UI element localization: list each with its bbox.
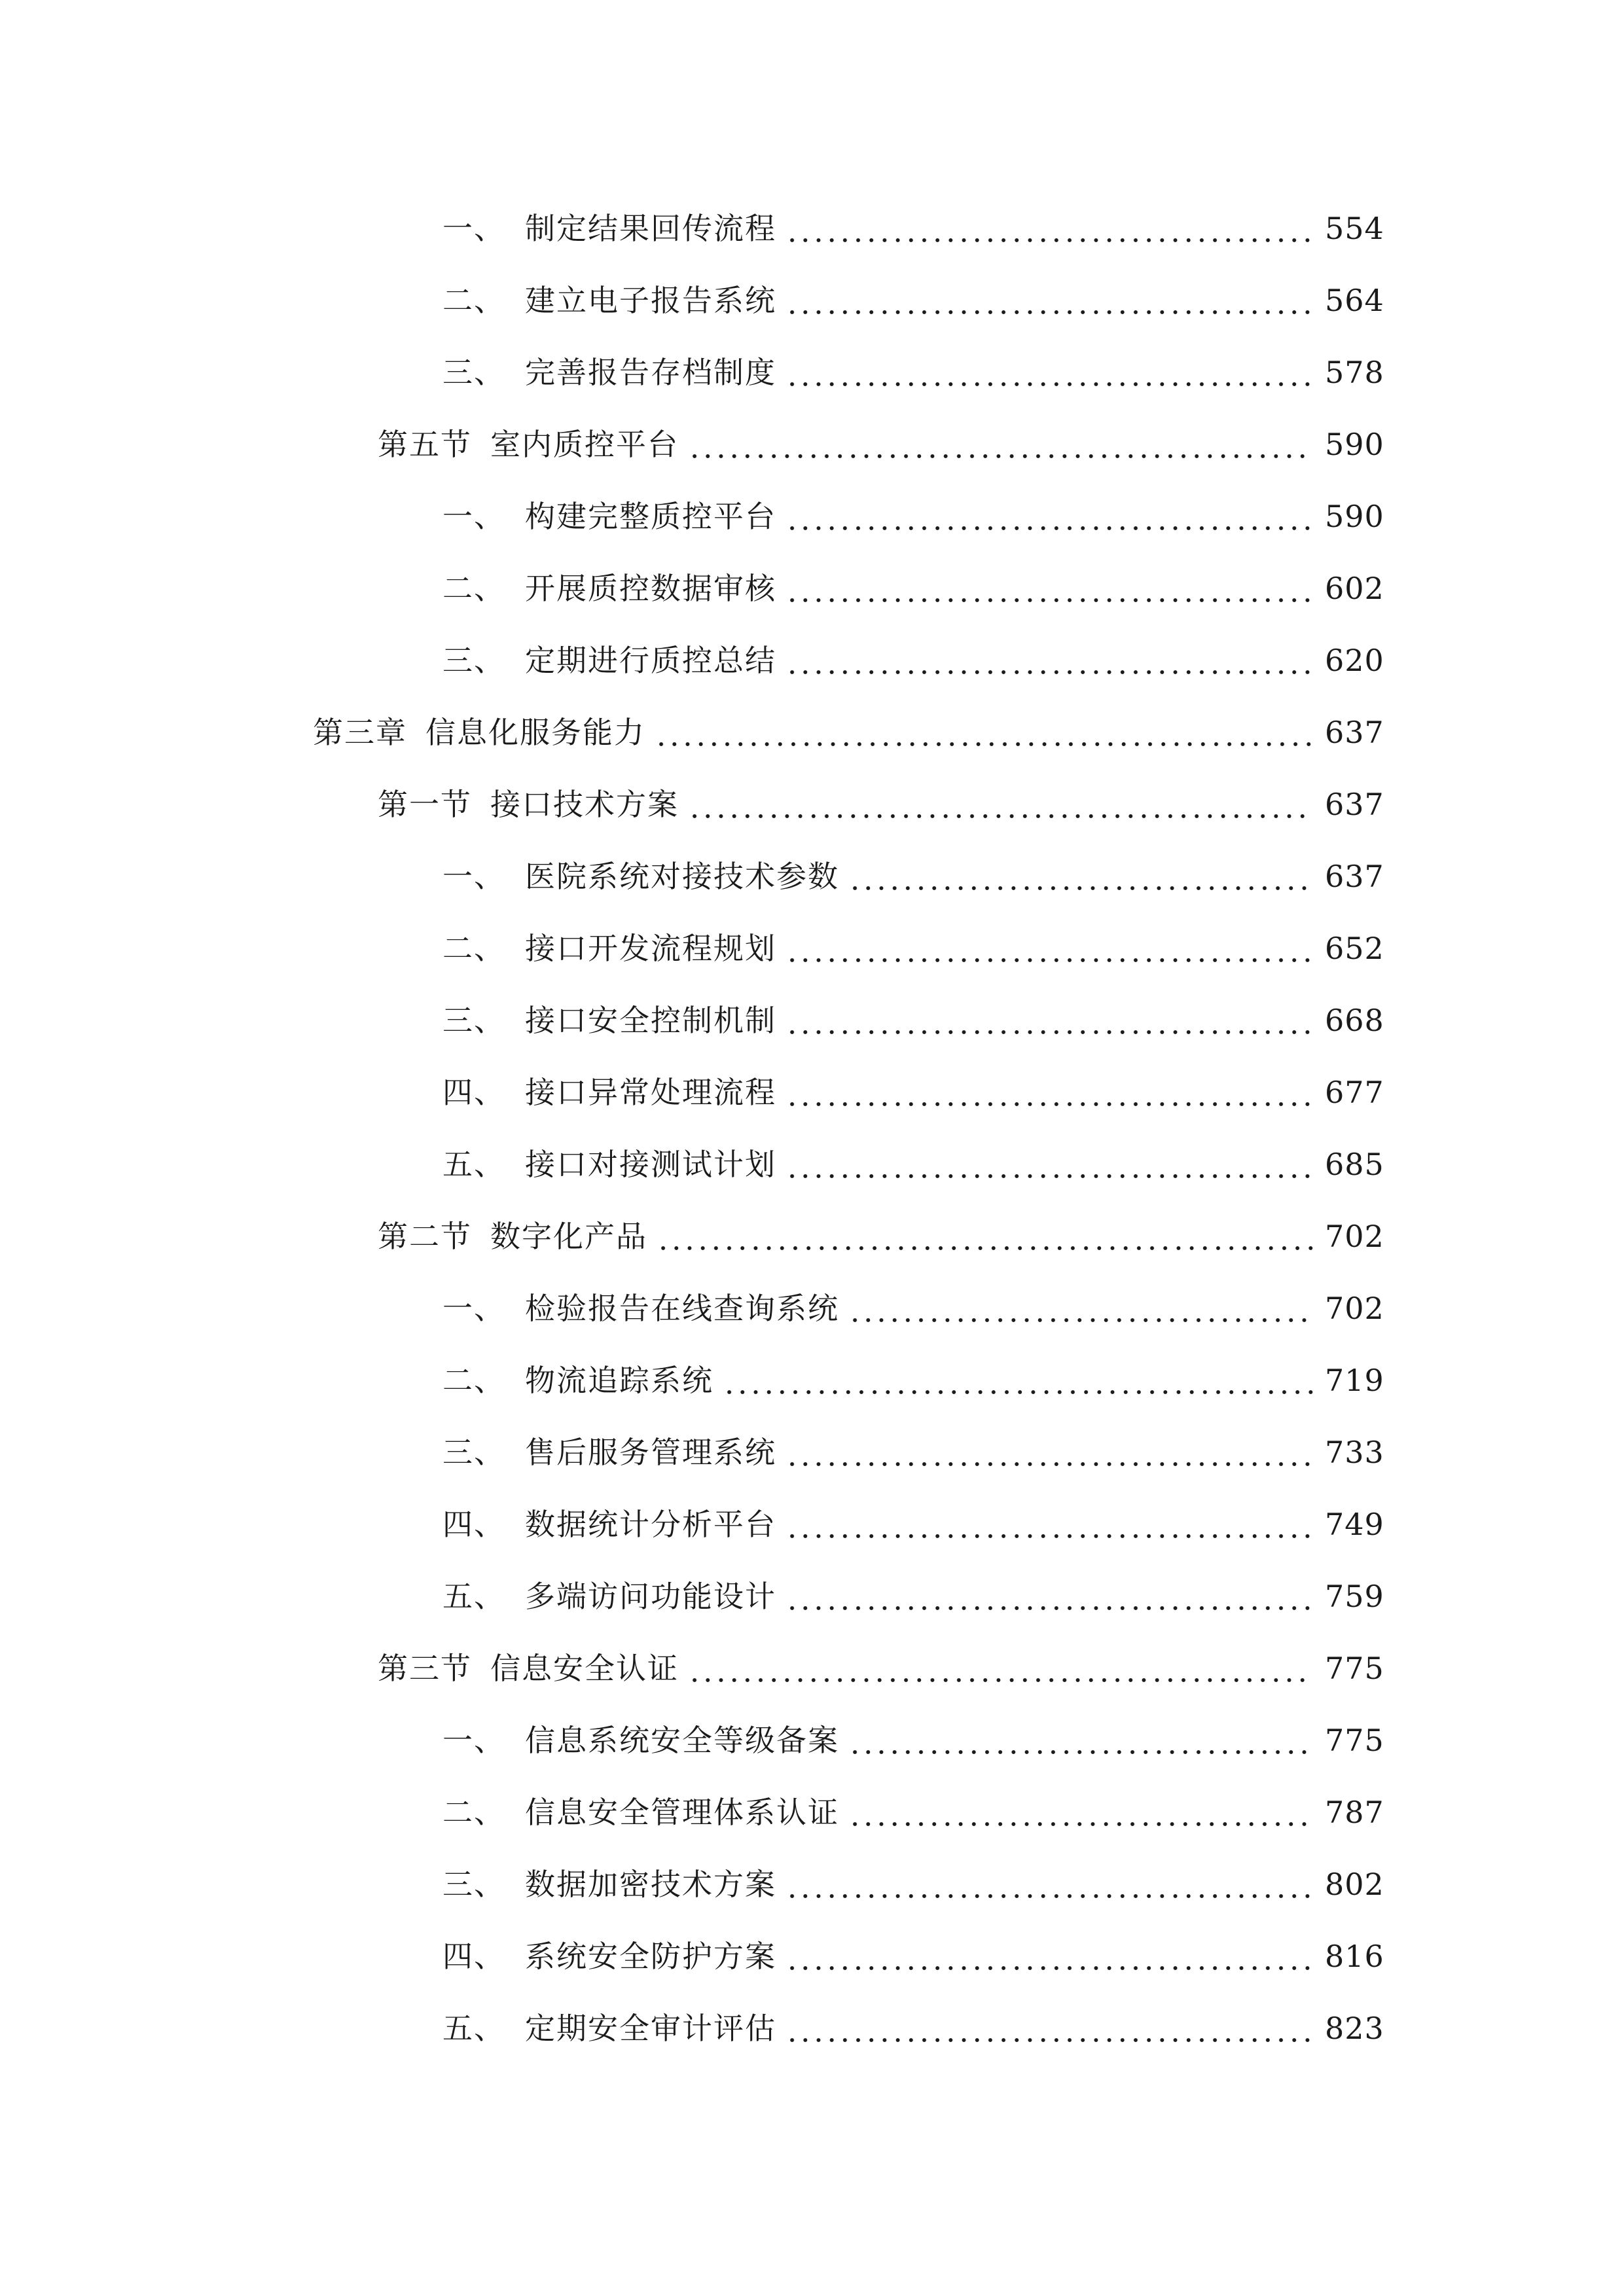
toc-entry-page-number: 602 bbox=[1325, 571, 1384, 606]
dot-leader bbox=[655, 717, 1313, 747]
toc-entry[interactable] bbox=[0, 1992, 1624, 2064]
toc-entry-page-number: 787 bbox=[1325, 1795, 1384, 1830]
toc-entry-number: 三、 bbox=[442, 1435, 505, 1470]
toc-entry-heading bbox=[442, 1291, 839, 1326]
toc-entry-heading bbox=[378, 1651, 679, 1686]
toc-entry-number: 二、 bbox=[442, 1795, 505, 1830]
dot-leader bbox=[785, 933, 1313, 963]
toc-entry-page-number: 637 bbox=[1325, 787, 1384, 822]
toc-entry-title: 物流追踪系统 bbox=[525, 1363, 713, 1398]
toc-entry-number: 四、 bbox=[442, 1507, 505, 1542]
toc-entry-number: 第三章 bbox=[313, 715, 407, 750]
dot-leader bbox=[785, 2013, 1313, 2043]
toc-entry[interactable] bbox=[0, 1632, 1624, 1704]
toc-entry-number: 第三节 bbox=[378, 1651, 472, 1686]
toc-entry[interactable] bbox=[0, 696, 1624, 768]
toc-entry-number: 一、 bbox=[442, 1291, 505, 1326]
toc-entry-title: 定期进行质控总结 bbox=[525, 643, 776, 678]
toc-entry-page-number: 702 bbox=[1325, 1291, 1384, 1326]
toc-entry-page-number: 802 bbox=[1325, 1867, 1384, 1902]
toc-entry-page-number: 564 bbox=[1325, 283, 1384, 318]
toc-entry-number: 一、 bbox=[442, 1723, 505, 1758]
toc-entry-title: 接口开发流程规划 bbox=[525, 931, 776, 966]
toc-entry-page-number: 685 bbox=[1325, 1147, 1384, 1182]
toc-entry-heading bbox=[442, 1723, 839, 1758]
dot-leader bbox=[785, 1509, 1313, 1539]
toc-entry-heading bbox=[378, 1219, 647, 1254]
toc-entry[interactable] bbox=[0, 1560, 1624, 1632]
toc-entry[interactable] bbox=[0, 1416, 1624, 1488]
toc-entry[interactable] bbox=[0, 1272, 1624, 1344]
toc-entry-page-number: 652 bbox=[1325, 931, 1384, 966]
toc-entry[interactable] bbox=[0, 768, 1624, 840]
toc-entry-title: 信息化服务能力 bbox=[425, 715, 645, 750]
toc-entry-heading bbox=[442, 643, 776, 678]
toc-entry-title: 建立电子报告系统 bbox=[525, 283, 776, 318]
toc-entry-title: 开展质控数据审核 bbox=[525, 571, 776, 606]
toc-entry-heading bbox=[442, 1507, 776, 1542]
toc-entry[interactable] bbox=[0, 912, 1624, 984]
toc-entry-page-number: 637 bbox=[1325, 715, 1384, 750]
dot-leader bbox=[785, 1005, 1313, 1035]
toc-entry-number: 四、 bbox=[442, 1939, 505, 1974]
dot-leader bbox=[688, 429, 1313, 459]
toc-entry-heading bbox=[313, 715, 645, 750]
toc-entry-number: 第一节 bbox=[378, 787, 472, 822]
toc-entry-number: 三、 bbox=[442, 355, 505, 390]
dot-leader bbox=[688, 1653, 1313, 1683]
toc-entry-number: 五、 bbox=[442, 1579, 505, 1614]
dot-leader bbox=[848, 861, 1313, 891]
toc-entry-heading bbox=[442, 1003, 776, 1038]
toc-entry-title: 接口对接测试计划 bbox=[525, 1147, 776, 1182]
toc-entry-heading bbox=[442, 1435, 776, 1470]
dot-leader bbox=[785, 501, 1313, 531]
toc-entry-heading bbox=[378, 427, 679, 462]
toc-entry-title: 完善报告存档制度 bbox=[525, 355, 776, 390]
toc-entry-title: 售后服务管理系统 bbox=[525, 1435, 776, 1470]
dot-leader bbox=[688, 789, 1313, 819]
dot-leader bbox=[785, 213, 1313, 243]
toc-entry[interactable] bbox=[0, 1848, 1624, 1920]
dot-leader bbox=[785, 645, 1313, 675]
toc-entry-heading bbox=[442, 355, 776, 390]
toc-entry[interactable] bbox=[0, 1488, 1624, 1560]
toc-entry-heading bbox=[442, 859, 839, 894]
toc-entry[interactable] bbox=[0, 1200, 1624, 1272]
toc-entry-page-number: 733 bbox=[1325, 1435, 1384, 1470]
toc-entry-page-number: 759 bbox=[1325, 1579, 1384, 1614]
toc-entry-number: 二、 bbox=[442, 1363, 505, 1398]
toc-entry[interactable] bbox=[0, 840, 1624, 912]
toc-entry-page-number: 637 bbox=[1325, 859, 1384, 894]
toc-entry-heading bbox=[442, 1147, 776, 1182]
toc-entry-heading bbox=[442, 211, 776, 246]
toc-entry-page-number: 590 bbox=[1325, 499, 1384, 534]
toc-entry-number: 一、 bbox=[442, 499, 505, 534]
toc-entry-title: 信息系统安全等级备案 bbox=[525, 1723, 839, 1758]
toc-entry-title: 数字化产品 bbox=[490, 1219, 647, 1254]
toc-entry-heading bbox=[442, 1579, 776, 1614]
toc-entry-heading bbox=[442, 1795, 839, 1830]
toc-entry[interactable] bbox=[0, 1056, 1624, 1128]
toc-entry-heading bbox=[442, 2011, 776, 2046]
toc-entry[interactable] bbox=[0, 264, 1624, 336]
toc-entry[interactable] bbox=[0, 552, 1624, 624]
toc-entry-page-number: 719 bbox=[1325, 1363, 1384, 1398]
dot-leader bbox=[785, 357, 1313, 387]
toc-entry[interactable] bbox=[0, 480, 1624, 552]
toc-entry[interactable] bbox=[0, 336, 1624, 408]
toc-entry-page-number: 668 bbox=[1325, 1003, 1384, 1038]
toc-entry-page-number: 620 bbox=[1325, 643, 1384, 678]
toc-entry[interactable] bbox=[0, 1128, 1624, 1200]
toc-entry[interactable] bbox=[0, 1920, 1624, 1992]
toc-entry-heading bbox=[442, 1075, 776, 1110]
toc-entry-page-number: 702 bbox=[1325, 1219, 1384, 1254]
toc-entry-page-number: 775 bbox=[1325, 1723, 1384, 1758]
toc-entry-title: 信息安全认证 bbox=[490, 1651, 679, 1686]
toc-entry-title: 定期安全审计评估 bbox=[525, 2011, 776, 2046]
toc-entry[interactable] bbox=[0, 1344, 1624, 1416]
toc-entry-number: 五、 bbox=[442, 2011, 505, 2046]
toc-entry[interactable] bbox=[0, 192, 1624, 264]
toc-entry-page-number: 677 bbox=[1325, 1075, 1384, 1110]
toc-entry[interactable] bbox=[0, 984, 1624, 1056]
toc-entry-page-number: 775 bbox=[1325, 1651, 1384, 1686]
toc-entry-title: 数据加密技术方案 bbox=[525, 1867, 776, 1902]
toc-entry-number: 二、 bbox=[442, 931, 505, 966]
toc-entry-title: 接口安全控制机制 bbox=[525, 1003, 776, 1038]
toc-entry-page-number: 578 bbox=[1325, 355, 1384, 390]
toc-entry-number: 一、 bbox=[442, 859, 505, 894]
dot-leader bbox=[848, 1797, 1313, 1827]
toc-entry-heading bbox=[442, 571, 776, 606]
toc-entry-number: 三、 bbox=[442, 1867, 505, 1902]
toc-entry-title: 制定结果回传流程 bbox=[525, 211, 776, 246]
toc-entry-page-number: 749 bbox=[1325, 1507, 1384, 1542]
dot-leader bbox=[785, 1941, 1313, 1971]
dot-leader bbox=[785, 1869, 1313, 1899]
dot-leader bbox=[785, 1437, 1313, 1467]
toc-entry[interactable] bbox=[0, 1704, 1624, 1776]
dot-leader bbox=[785, 573, 1313, 603]
toc-entry-title: 数据统计分析平台 bbox=[525, 1507, 776, 1542]
toc-entry-number: 三、 bbox=[442, 1003, 505, 1038]
toc-entry-number: 一、 bbox=[442, 211, 505, 246]
toc-entry-number: 二、 bbox=[442, 571, 505, 606]
toc-entry-title: 接口异常处理流程 bbox=[525, 1075, 776, 1110]
toc-entry-title: 医院系统对接技术参数 bbox=[525, 859, 839, 894]
toc-entry-page-number: 590 bbox=[1325, 427, 1384, 462]
toc-entry-heading bbox=[442, 1363, 713, 1398]
toc-entry-heading bbox=[442, 931, 776, 966]
toc-entry-heading bbox=[442, 1939, 776, 1974]
toc-entry-number: 五、 bbox=[442, 1147, 505, 1182]
dot-leader bbox=[785, 1581, 1313, 1611]
toc-entry-title: 系统安全防护方案 bbox=[525, 1939, 776, 1974]
dot-leader bbox=[785, 1077, 1313, 1107]
dot-leader bbox=[785, 285, 1313, 315]
toc-entry-number: 第二节 bbox=[378, 1219, 472, 1254]
dot-leader bbox=[785, 1149, 1313, 1179]
toc-entry-page-number: 823 bbox=[1325, 2011, 1384, 2046]
toc-entry-title: 接口技术方案 bbox=[490, 787, 679, 822]
toc-entry-number: 第五节 bbox=[378, 427, 472, 462]
toc-entry[interactable] bbox=[0, 408, 1624, 480]
toc-entry-heading bbox=[442, 1867, 776, 1902]
toc-entry-number: 四、 bbox=[442, 1075, 505, 1110]
toc-entry-title: 检验报告在线查询系统 bbox=[525, 1291, 839, 1326]
toc-entry-number: 三、 bbox=[442, 643, 505, 678]
toc-entry-number: 二、 bbox=[442, 283, 505, 318]
toc-entry-heading bbox=[442, 283, 776, 318]
toc-entry[interactable] bbox=[0, 624, 1624, 696]
toc-entry-heading bbox=[442, 499, 776, 534]
table-of-contents bbox=[0, 192, 1624, 2064]
dot-leader bbox=[723, 1365, 1313, 1395]
toc-entry-title: 多端访问功能设计 bbox=[525, 1579, 776, 1614]
dot-leader bbox=[848, 1725, 1313, 1755]
toc-entry-title: 构建完整质控平台 bbox=[525, 499, 776, 534]
toc-entry[interactable] bbox=[0, 1776, 1624, 1848]
toc-entry-page-number: 816 bbox=[1325, 1939, 1384, 1974]
toc-entry-heading bbox=[378, 787, 679, 822]
toc-entry-title: 信息安全管理体系认证 bbox=[525, 1795, 839, 1830]
toc-entry-page-number: 554 bbox=[1325, 211, 1384, 246]
dot-leader bbox=[848, 1293, 1313, 1323]
dot-leader bbox=[657, 1221, 1313, 1251]
toc-entry-title: 室内质控平台 bbox=[490, 427, 679, 462]
